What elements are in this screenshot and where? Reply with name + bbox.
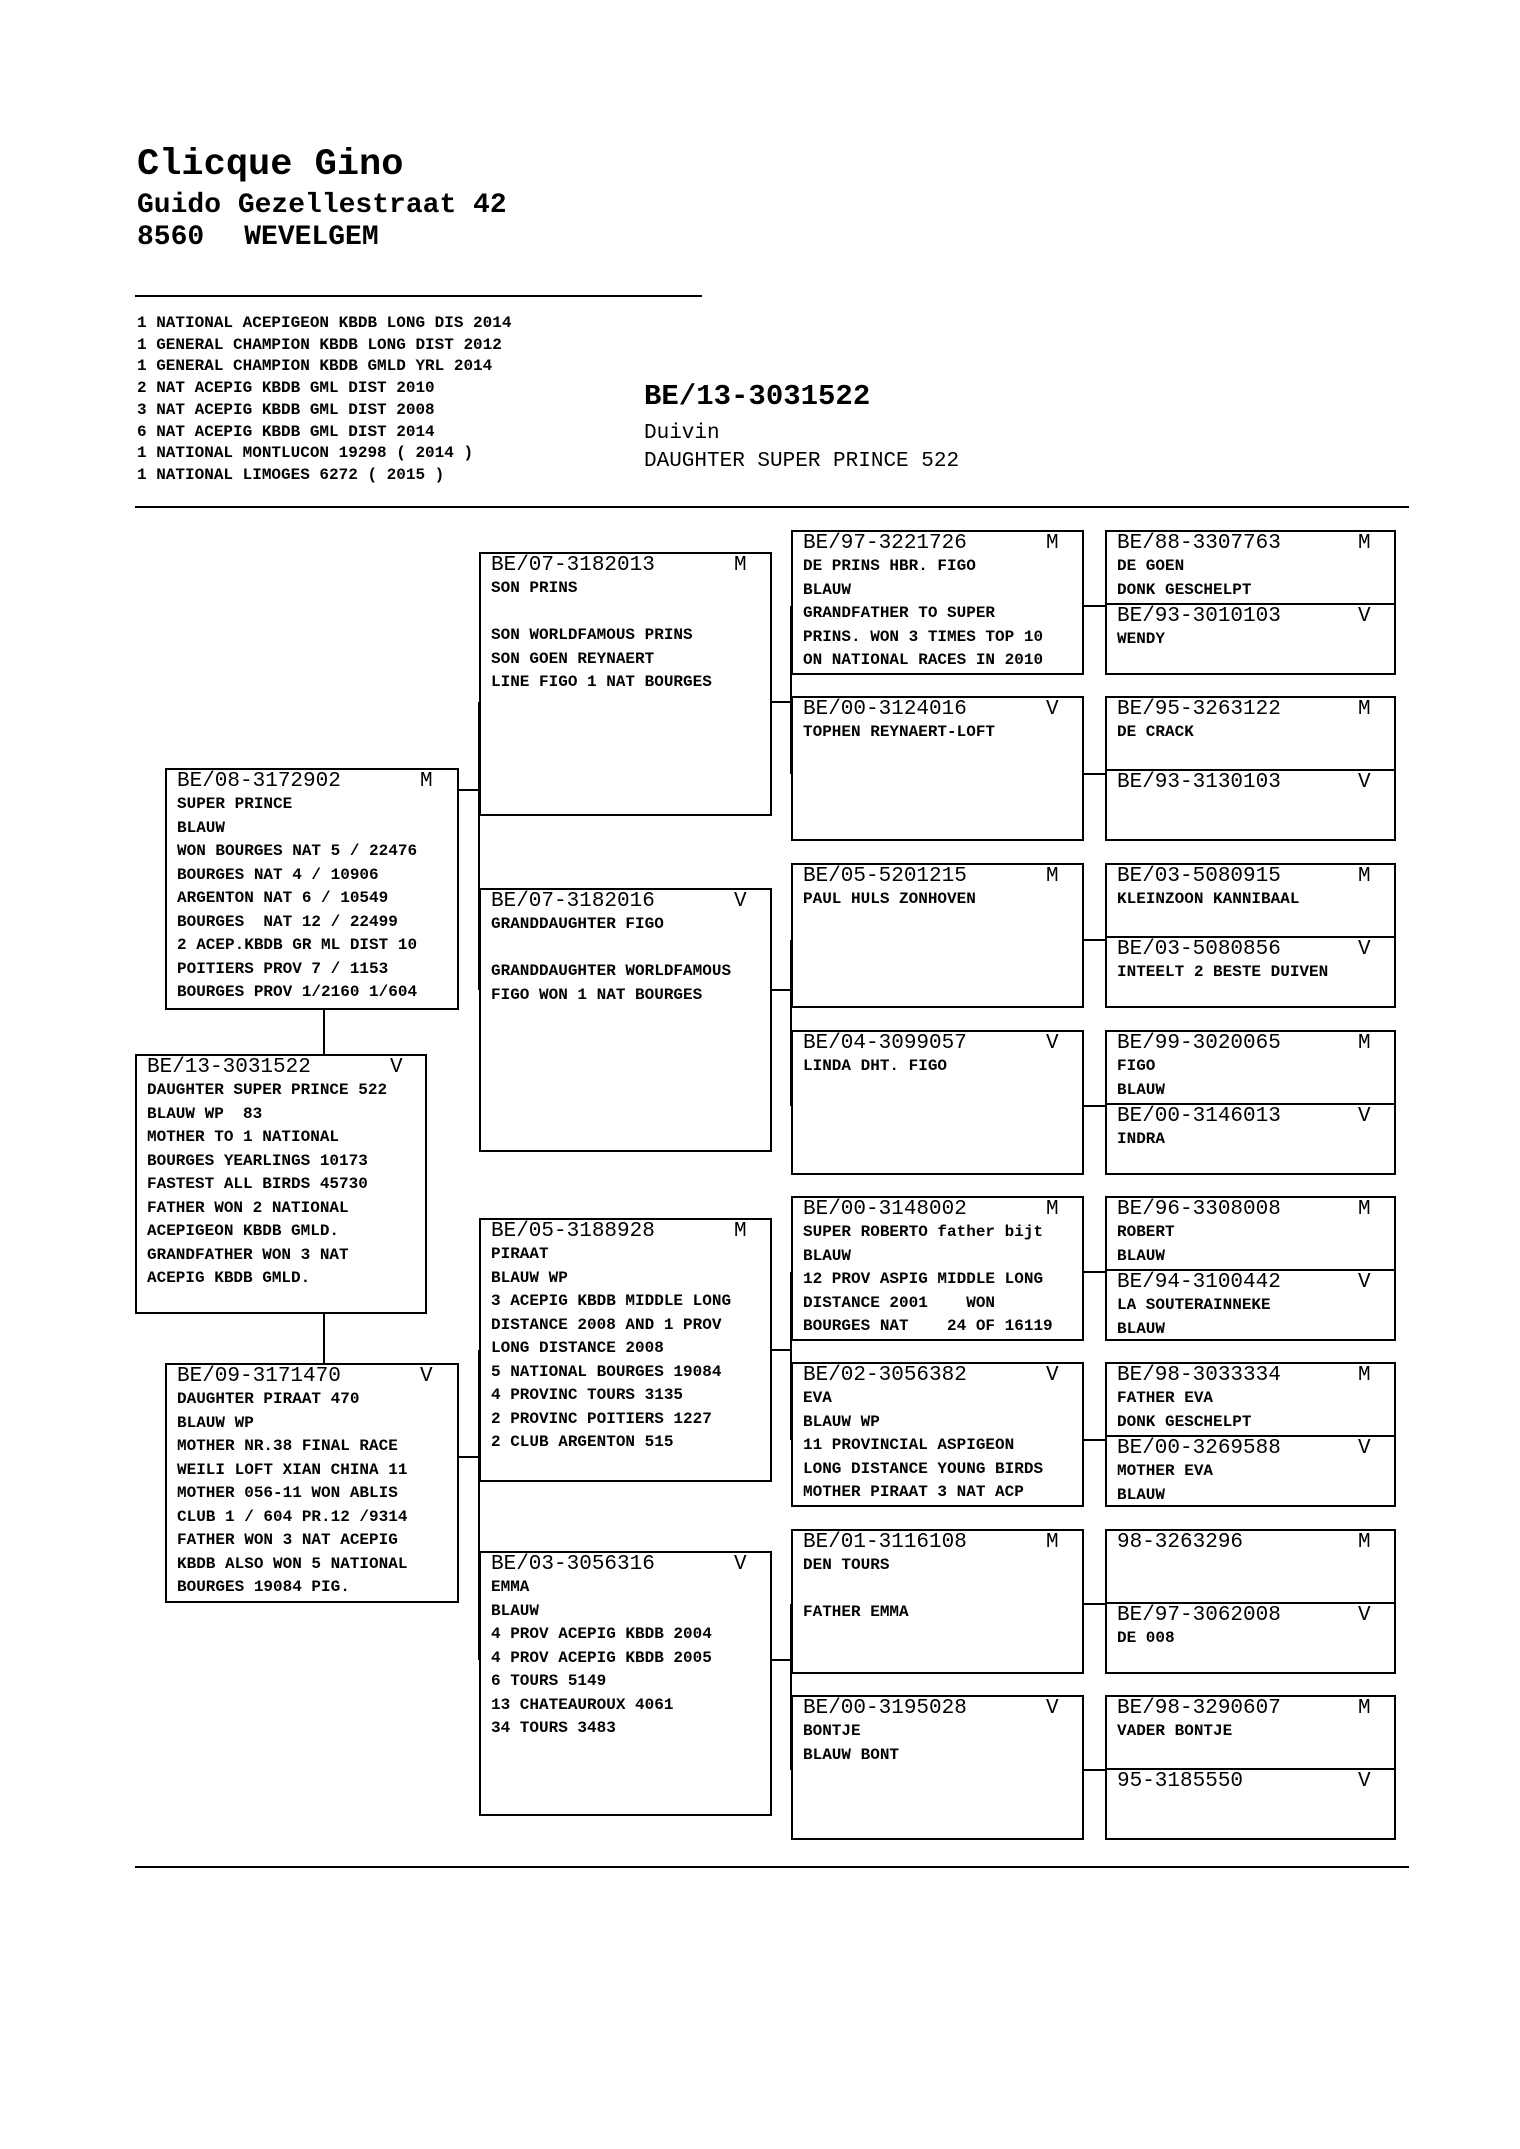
pigeon-gen5-8-sire-sex: M bbox=[1358, 1697, 1371, 1720]
detail-line: BLAUW bbox=[803, 1246, 852, 1265]
pigeon-gen5-3-sire-ring: BE/03-5080915 bbox=[1117, 865, 1281, 888]
pigeon-ff-ring: BE/07-3182013 bbox=[491, 554, 655, 577]
pigeon-gen5-8-dam-header bbox=[1107, 1770, 1394, 1794]
achievement-item: 1 NATIONAL MONTLUCON 19298 ( 2014 ) bbox=[137, 444, 474, 463]
pigeon-gen5-5-sire-ring: BE/96-3308008 bbox=[1117, 1198, 1281, 1221]
pigeon-gen5-8-dam-ring: 95-3185550 bbox=[1117, 1770, 1244, 1793]
pigeon-gen4-2-ring: BE/00-3124016 bbox=[803, 698, 967, 721]
pigeon-gen5-1-dam-sex: V bbox=[1358, 605, 1371, 628]
pigeon-gen5-5-dam-sex: V bbox=[1358, 1271, 1371, 1294]
pigeon-self-header bbox=[137, 1056, 425, 1080]
detail-line: FATHER EVA bbox=[1117, 1389, 1214, 1407]
pigeon-gen5-4-dam[interactable] bbox=[1107, 1103, 1394, 1173]
pigeon-mm-sex: V bbox=[734, 1553, 747, 1576]
detail-line: BLAUW bbox=[1117, 1485, 1166, 1504]
achievement-item: 2 NAT ACEPIG KBDB GML DIST 2010 bbox=[137, 379, 435, 398]
detail-line: ACEPIGEON KBDB GMLD. bbox=[147, 1222, 340, 1240]
pigeon-gen4-8-header bbox=[793, 1697, 1082, 1721]
pigeon-gen4-6-sex: V bbox=[1046, 1364, 1059, 1387]
pigeon-ff-details bbox=[481, 577, 770, 695]
pigeon-gen5-5-sire-details bbox=[1107, 1221, 1394, 1268]
detail-line: ARGENTON NAT 6 / 10549 bbox=[177, 889, 389, 907]
pigeon-self-details bbox=[137, 1079, 425, 1291]
detail-line: DE CRACK bbox=[1117, 723, 1194, 741]
pigeon-gen4-7-ring: BE/01-3116108 bbox=[803, 1531, 967, 1554]
pigeon-ff-sex: M bbox=[734, 554, 747, 577]
pigeon-gen5-3-sire-sex: M bbox=[1358, 865, 1371, 888]
detail-line: 13 CHATEAUROUX 4061 bbox=[491, 1695, 674, 1714]
pigeon-gen5-2-dam[interactable] bbox=[1107, 769, 1394, 839]
detail-line: DONK GESCHELPT bbox=[1117, 580, 1252, 599]
achievement-item: 1 NATIONAL ACEPIGEON KBDB LONG DIS 2014 bbox=[137, 314, 512, 332]
pigeon-gen5-5-sire-header bbox=[1107, 1198, 1394, 1222]
pigeon-gen4-6-ring: BE/02-3056382 bbox=[803, 1364, 967, 1387]
pigeon-gen5-6-dam[interactable] bbox=[1107, 1435, 1394, 1505]
pigeon-gen4-3-ring: BE/05-5201215 bbox=[803, 865, 967, 888]
pigeon-gen5-1-dam[interactable] bbox=[1107, 603, 1394, 673]
pigeon-mm[interactable] bbox=[479, 1551, 772, 1816]
pigeon-gen4-2[interactable] bbox=[791, 696, 1084, 841]
detail-line: BLAUW bbox=[1117, 1080, 1166, 1099]
pigeon-gen5-6-dam-header bbox=[1107, 1437, 1394, 1461]
pigeon-gen5-7-dam-details bbox=[1107, 1627, 1394, 1651]
detail-line: BONTJE bbox=[803, 1722, 861, 1740]
pigeon-gen5-1-dam-header bbox=[1107, 605, 1394, 629]
detail-line: LINE FIGO 1 NAT BOURGES bbox=[491, 673, 712, 691]
detail-line: 6 TOURS 5149 bbox=[491, 1672, 607, 1690]
pigeon-fm-header bbox=[481, 890, 770, 914]
pigeon-gen5-8-sire-ring: BE/98-3290607 bbox=[1117, 1697, 1281, 1720]
pigeon-self-sex: V bbox=[390, 1056, 403, 1079]
detail-line: BLAUW BONT bbox=[803, 1745, 900, 1764]
detail-line: MOTHER TO 1 NATIONAL bbox=[147, 1128, 340, 1146]
detail-line: SUPER PRINCE bbox=[177, 795, 293, 813]
pigeon-gen5-3-dam-sex: V bbox=[1358, 938, 1371, 961]
pigeon-gen5-6-pair bbox=[1105, 1362, 1396, 1507]
pigeon-gen5-8-sire-header bbox=[1107, 1697, 1394, 1721]
detail-line: ON NATIONAL RACES IN 2010 bbox=[803, 651, 1044, 669]
pigeon-gen4-2-details bbox=[793, 721, 1082, 745]
detail-line: LA SOUTERAINNEKE bbox=[1117, 1296, 1271, 1314]
detail-line bbox=[491, 937, 770, 961]
pigeon-gen5-6-sire-header bbox=[1107, 1364, 1394, 1388]
detail-line: ACEPIG KBDB GMLD. bbox=[147, 1269, 311, 1287]
pigeon-gen5-5-pair bbox=[1105, 1196, 1396, 1341]
pigeon-mother-ring: BE/09-3171470 bbox=[177, 1365, 341, 1388]
detail-line: FASTEST ALL BIRDS 45730 bbox=[147, 1175, 368, 1193]
pigeon-gen5-8-pair bbox=[1105, 1695, 1396, 1840]
detail-line: BLAUW WP bbox=[491, 1268, 568, 1287]
pigeon-gen5-2-sire-header bbox=[1107, 698, 1394, 722]
detail-line: PRINS. WON 3 TIMES TOP 10 bbox=[803, 627, 1044, 646]
pigeon-gen4-5-sex: M bbox=[1046, 1198, 1059, 1221]
pigeon-gen5-6-dam-ring: BE/00-3269588 bbox=[1117, 1437, 1281, 1460]
owner-postcode: 8560 bbox=[137, 222, 205, 253]
pigeon-mf-header bbox=[481, 1220, 770, 1244]
pigeon-fm-details bbox=[481, 913, 770, 1007]
pigeon-mf-details bbox=[481, 1243, 770, 1455]
pigeon-gen5-3-dam-ring: BE/03-5080856 bbox=[1117, 938, 1281, 961]
pigeon-gen4-6[interactable] bbox=[791, 1362, 1084, 1507]
detail-line: WON BOURGES NAT 5 / 22476 bbox=[177, 842, 418, 860]
pigeon-gen5-2-sire-details bbox=[1107, 721, 1394, 745]
pigeon-gen5-3-dam-header bbox=[1107, 938, 1394, 962]
pigeon-gen4-1-details bbox=[793, 555, 1082, 673]
pigeon-gen4-1[interactable] bbox=[791, 530, 1084, 675]
detail-line: DONK GESCHELPT bbox=[1117, 1412, 1252, 1431]
pigeon-gen5-7-dam-sex: V bbox=[1358, 1604, 1371, 1627]
pigeon-gen5-1-sire[interactable] bbox=[1107, 532, 1394, 603]
pigeon-gen5-6-dam-sex: V bbox=[1358, 1437, 1371, 1460]
pigeon-self-ring: BE/13-3031522 bbox=[147, 1056, 311, 1079]
pigeon-fm-sex: V bbox=[734, 890, 747, 913]
owner-street: Guido Gezellestraat 42 bbox=[137, 190, 507, 221]
pigeon-gen5-5-sire[interactable] bbox=[1107, 1198, 1394, 1269]
pigeon-gen4-1-ring: BE/97-3221726 bbox=[803, 532, 967, 555]
pigeon-gen4-3-details bbox=[793, 888, 1082, 912]
pigeon-fm[interactable] bbox=[479, 888, 772, 1152]
pigeon-gen5-5-dam-ring: BE/94-3100442 bbox=[1117, 1271, 1281, 1294]
pigeon-gen4-6-details bbox=[793, 1387, 1082, 1505]
achievement-item: 1 GENERAL CHAMPION KBDB GMLD YRL 2014 bbox=[137, 357, 493, 376]
pigeon-ff-header bbox=[481, 554, 770, 578]
pigeon-self[interactable] bbox=[135, 1054, 427, 1314]
pigeon-gen5-4-dam-sex: V bbox=[1358, 1105, 1371, 1128]
detail-line bbox=[803, 1578, 1082, 1602]
pigeon-gen4-5[interactable] bbox=[791, 1196, 1084, 1341]
pigeon-gen5-3-sire[interactable] bbox=[1107, 865, 1394, 936]
pigeon-gen5-1-sire-sex: M bbox=[1358, 532, 1371, 555]
pigeon-gen5-5-dam-header bbox=[1107, 1271, 1394, 1295]
pigeon-gen4-4-details bbox=[793, 1055, 1082, 1079]
detail-line: BLAUW bbox=[491, 1601, 540, 1620]
owner-name: Clicque Gino bbox=[137, 144, 404, 186]
detail-line: 4 PROVINC TOURS 3135 bbox=[491, 1386, 684, 1404]
pigeon-gen5-6-sire[interactable] bbox=[1107, 1364, 1394, 1435]
pigeon-gen4-3-sex: M bbox=[1046, 865, 1059, 888]
pigeon-father-ring: BE/08-3172902 bbox=[177, 770, 341, 793]
pigeon-gen5-5-dam-details bbox=[1107, 1294, 1394, 1341]
pigeon-gen5-8-dam[interactable] bbox=[1107, 1768, 1394, 1838]
detail-line: BLAUW bbox=[177, 818, 226, 837]
pigeon-mm-details bbox=[481, 1576, 770, 1741]
pigeon-gen4-8-sex: V bbox=[1046, 1697, 1059, 1720]
achievement-item: 1 NATIONAL LIMOGES 6272 ( 2015 ) bbox=[137, 465, 445, 484]
pigeon-gen5-4-dam-header bbox=[1107, 1105, 1394, 1129]
detail-line: PAUL HULS ZONHOVEN bbox=[803, 890, 976, 908]
detail-line: BOURGES NAT 24 OF 16119 bbox=[803, 1317, 1053, 1335]
detail-line: DISTANCE 2008 AND 1 PROV bbox=[491, 1315, 722, 1334]
pigeon-gen5-4-sire-ring: BE/99-3020065 bbox=[1117, 1032, 1281, 1055]
pigeon-gen5-6-sire-sex: M bbox=[1358, 1364, 1371, 1387]
detail-line: DAUGHTER PIRAAT 470 bbox=[177, 1390, 360, 1408]
detail-line: DISTANCE 2001 WON bbox=[803, 1293, 996, 1312]
pigeon-gen5-2-sire[interactable] bbox=[1107, 698, 1394, 769]
pigeon-gen5-6-sire-ring: BE/98-3033334 bbox=[1117, 1364, 1281, 1387]
detail-line: SON GOEN REYNAERT bbox=[491, 649, 655, 668]
pigeon-gen5-1-sire-details bbox=[1107, 555, 1394, 602]
detail-line: DE PRINS HBR. FIGO bbox=[803, 557, 976, 575]
detail-line: BOURGES 19084 PIG. bbox=[177, 1578, 350, 1596]
pigeon-mf[interactable] bbox=[479, 1218, 772, 1482]
detail-line: 11 PROVINCIAL ASPIGEON bbox=[803, 1436, 1015, 1454]
pigeon-gen5-4-pair bbox=[1105, 1030, 1396, 1175]
pigeon-gen4-5-details bbox=[793, 1221, 1082, 1339]
detail-line: 5 NATIONAL BOURGES 19084 bbox=[491, 1362, 722, 1381]
detail-line: TOPHEN REYNAERT-LOFT bbox=[803, 723, 996, 741]
pigeon-gen4-5-header bbox=[793, 1198, 1082, 1222]
detail-line: GRANDDAUGHTER FIGO bbox=[491, 915, 664, 933]
pigeon-gen5-7-sire-ring: 98-3263296 bbox=[1117, 1531, 1244, 1554]
detail-line: LONG DISTANCE YOUNG BIRDS bbox=[803, 1459, 1044, 1478]
pigeon-gen4-4-sex: V bbox=[1046, 1032, 1059, 1055]
detail-line: 4 PROV ACEPIG KBDB 2004 bbox=[491, 1625, 712, 1643]
detail-line: BOURGES NAT 4 / 10906 bbox=[177, 865, 379, 884]
detail-line: SON PRINS bbox=[491, 579, 578, 597]
detail-line: ROBERT bbox=[1117, 1223, 1175, 1241]
pigeon-gen5-8-dam-sex: V bbox=[1358, 1770, 1371, 1793]
pigeon-gen5-7-dam[interactable] bbox=[1107, 1602, 1394, 1672]
pigeon-gen5-5-dam[interactable] bbox=[1107, 1269, 1394, 1339]
pigeon-gen5-3-sire-header bbox=[1107, 865, 1394, 889]
detail-line: FATHER WON 3 NAT ACEPIG bbox=[177, 1531, 398, 1549]
pigeon-gen5-2-dam-header bbox=[1107, 771, 1394, 795]
pigeon-gen5-3-dam-details bbox=[1107, 961, 1394, 985]
detail-line: INDRA bbox=[1117, 1130, 1166, 1148]
detail-line: SON WORLDFAMOUS PRINS bbox=[491, 626, 693, 644]
pigeon-fm-ring: BE/07-3182016 bbox=[491, 890, 655, 913]
pigeon-father-header bbox=[167, 770, 457, 794]
pigeon-gen5-6-dam-details bbox=[1107, 1460, 1394, 1507]
pigeon-gen5-2-sire-sex: M bbox=[1358, 698, 1371, 721]
detail-line: 4 PROV ACEPIG KBDB 2005 bbox=[491, 1648, 712, 1667]
pigeon-gen5-3-sire-details bbox=[1107, 888, 1394, 912]
detail-line: FIGO bbox=[1117, 1057, 1156, 1075]
pigeon-gen5-2-dam-ring: BE/93-3130103 bbox=[1117, 771, 1281, 794]
detail-line: EVA bbox=[803, 1389, 832, 1407]
subject-ring: BE/13-3031522 bbox=[644, 380, 871, 413]
detail-line: 2 ACEP.KBDB GR ML DIST 10 bbox=[177, 936, 418, 954]
pigeon-gen4-3[interactable] bbox=[791, 863, 1084, 1008]
pigeon-mm-header bbox=[481, 1553, 770, 1577]
pigeon-gen4-2-sex: V bbox=[1046, 698, 1059, 721]
detail-line: MOTHER EVA bbox=[1117, 1462, 1214, 1480]
pigeon-gen4-8-ring: BE/00-3195028 bbox=[803, 1697, 967, 1720]
pigeon-gen5-7-dam-header bbox=[1107, 1604, 1394, 1628]
detail-line: BOURGES YEARLINGS 10173 bbox=[147, 1151, 368, 1170]
pigeon-gen5-1-pair bbox=[1105, 530, 1396, 675]
pigeon-gen5-4-dam-details bbox=[1107, 1128, 1394, 1152]
pigeon-father-sex: M bbox=[420, 770, 433, 793]
pigeon-gen5-7-dam-ring: BE/97-3062008 bbox=[1117, 1604, 1281, 1627]
detail-line: BLAUW WP bbox=[177, 1413, 254, 1432]
pigeon-gen5-4-sire-sex: M bbox=[1358, 1032, 1371, 1055]
detail-line: LINDA DHT. FIGO bbox=[803, 1057, 948, 1075]
pigeon-mf-ring: BE/05-3188928 bbox=[491, 1220, 655, 1243]
pigeon-gen5-4-sire-header bbox=[1107, 1032, 1394, 1056]
pigeon-father[interactable] bbox=[165, 768, 459, 1010]
detail-line: POITIERS PROV 7 / 1153 bbox=[177, 959, 389, 978]
subject-sex: Duivin bbox=[644, 422, 720, 445]
pigeon-gen5-8-sire-details bbox=[1107, 1720, 1394, 1744]
pigeon-gen4-4-header bbox=[793, 1032, 1082, 1056]
pigeon-gen5-8-sire[interactable] bbox=[1107, 1697, 1394, 1768]
detail-line: VADER BONTJE bbox=[1117, 1722, 1233, 1740]
detail-line: MOTHER NR.38 FINAL RACE bbox=[177, 1437, 398, 1455]
pigeon-gen4-1-header bbox=[793, 532, 1082, 556]
pigeon-mf-sex: M bbox=[734, 1220, 747, 1243]
pigeon-gen4-4-ring: BE/04-3099057 bbox=[803, 1032, 967, 1055]
pigeon-gen5-2-dam-sex: V bbox=[1358, 771, 1371, 794]
pigeon-gen5-4-dam-ring: BE/00-3146013 bbox=[1117, 1105, 1281, 1128]
pigeon-gen5-2-sire-ring: BE/95-3263122 bbox=[1117, 698, 1281, 721]
pigeon-gen4-8-details bbox=[793, 1720, 1082, 1767]
detail-line: DEN TOURS bbox=[803, 1556, 890, 1574]
pigeon-ff[interactable] bbox=[479, 552, 772, 816]
achievement-item: 3 NAT ACEPIG KBDB GML DIST 2008 bbox=[137, 400, 435, 419]
pigeon-mother-sex: V bbox=[420, 1365, 433, 1388]
pigeon-gen5-6-sire-details bbox=[1107, 1387, 1394, 1434]
detail-line: FIGO WON 1 NAT BOURGES bbox=[491, 985, 703, 1004]
detail-line: CLUB 1 / 604 PR.12 /9314 bbox=[177, 1507, 408, 1526]
detail-line: LONG DISTANCE 2008 bbox=[491, 1339, 664, 1357]
detail-line: 34 TOURS 3483 bbox=[491, 1719, 616, 1737]
detail-line: GRANDFATHER TO SUPER bbox=[803, 604, 996, 622]
pigeon-gen4-7-details bbox=[793, 1554, 1082, 1625]
detail-line: FATHER EMMA bbox=[803, 1603, 909, 1621]
detail-line: DE GOEN bbox=[1117, 557, 1185, 575]
detail-line: BLAUW bbox=[803, 580, 852, 599]
detail-line: GRANDFATHER WON 3 NAT bbox=[147, 1245, 349, 1264]
pigeon-mother[interactable] bbox=[165, 1363, 459, 1603]
pigeon-gen5-7-sire-sex: M bbox=[1358, 1531, 1371, 1554]
detail-line: EMMA bbox=[491, 1578, 530, 1596]
pigeon-gen4-4[interactable] bbox=[791, 1030, 1084, 1175]
detail-line: SUPER ROBERTO father bijt bbox=[803, 1223, 1044, 1241]
pigeon-mother-details bbox=[167, 1388, 457, 1600]
pigeon-gen4-7[interactable] bbox=[791, 1529, 1084, 1674]
pigeon-gen5-2-pair bbox=[1105, 696, 1396, 841]
pigeon-gen4-7-header bbox=[793, 1531, 1082, 1555]
detail-line: BLAUW WP bbox=[803, 1412, 880, 1431]
detail-line: BLAUW WP 83 bbox=[147, 1104, 263, 1123]
pigeon-gen5-5-sire-sex: M bbox=[1358, 1198, 1371, 1221]
detail-line: MOTHER 056-11 WON ABLIS bbox=[177, 1484, 398, 1502]
detail-line: DE 008 bbox=[1117, 1629, 1175, 1647]
pigeon-gen4-7-sex: M bbox=[1046, 1531, 1059, 1554]
detail-line: BLAUW bbox=[1117, 1246, 1166, 1265]
detail-line: 2 CLUB ARGENTON 515 bbox=[491, 1433, 674, 1451]
owner-city: WEVELGEM bbox=[244, 222, 379, 253]
achievement-item: 6 NAT ACEPIG KBDB GML DIST 2014 bbox=[137, 422, 435, 441]
detail-line: GRANDDAUGHTER WORLDFAMOUS bbox=[491, 962, 732, 980]
pigeon-gen5-4-sire-details bbox=[1107, 1055, 1394, 1102]
achievement-item: 1 GENERAL CHAMPION KBDB LONG DIST 2012 bbox=[137, 335, 502, 354]
detail-line: WENDY bbox=[1117, 630, 1166, 648]
detail-line: BOURGES PROV 1/2160 1/604 bbox=[177, 983, 418, 1001]
detail-line: PIRAAT bbox=[491, 1245, 549, 1263]
detail-line: DAUGHTER SUPER PRINCE 522 bbox=[147, 1081, 388, 1099]
detail-line: MOTHER PIRAAT 3 NAT ACP bbox=[803, 1483, 1024, 1501]
pigeon-gen5-1-dam-ring: BE/93-3010103 bbox=[1117, 605, 1281, 628]
pigeon-mm-ring: BE/03-3056316 bbox=[491, 1553, 655, 1576]
pigeon-gen4-6-header bbox=[793, 1364, 1082, 1388]
pigeon-gen5-7-sire[interactable] bbox=[1107, 1531, 1394, 1602]
pigeon-gen5-1-dam-details bbox=[1107, 628, 1394, 652]
detail-line: WEILI LOFT XIAN CHINA 11 bbox=[177, 1460, 408, 1479]
detail-line: KBDB ALSO WON 5 NATIONAL bbox=[177, 1554, 408, 1573]
pigeon-gen4-1-sex: M bbox=[1046, 532, 1059, 555]
pigeon-mother-header bbox=[167, 1365, 457, 1389]
detail-line: BLAUW bbox=[1117, 1319, 1166, 1338]
pigeon-gen5-1-sire-ring: BE/88-3307763 bbox=[1117, 532, 1281, 555]
pigeon-gen5-1-sire-header bbox=[1107, 532, 1394, 556]
pigeon-gen5-4-sire[interactable] bbox=[1107, 1032, 1394, 1103]
detail-line: 2 PROVINC POITIERS 1227 bbox=[491, 1409, 712, 1428]
pigeon-gen4-3-header bbox=[793, 865, 1082, 889]
pigeon-gen4-5-ring: BE/00-3148002 bbox=[803, 1198, 967, 1221]
pigeon-gen5-3-pair bbox=[1105, 863, 1396, 1008]
detail-line: FATHER WON 2 NATIONAL bbox=[147, 1198, 349, 1217]
pigeon-gen4-8[interactable] bbox=[791, 1695, 1084, 1840]
detail-line: 12 PROV ASPIG MIDDLE LONG bbox=[803, 1270, 1044, 1288]
pigeon-father-details bbox=[167, 793, 457, 1005]
pigeon-gen5-7-pair bbox=[1105, 1529, 1396, 1674]
subject-description: DAUGHTER SUPER PRINCE 522 bbox=[644, 450, 960, 473]
detail-line: INTEELT 2 BESTE DUIVEN bbox=[1117, 963, 1329, 981]
pigeon-gen5-3-dam[interactable] bbox=[1107, 936, 1394, 1006]
detail-line bbox=[491, 601, 770, 625]
detail-line: 3 ACEPIG KBDB MIDDLE LONG bbox=[491, 1292, 732, 1310]
pigeon-gen4-2-header bbox=[793, 698, 1082, 722]
detail-line: BOURGES NAT 12 / 22499 bbox=[177, 912, 398, 931]
pigeon-gen5-7-sire-header bbox=[1107, 1531, 1394, 1555]
detail-line: KLEINZOON KANNIBAAL bbox=[1117, 890, 1300, 908]
